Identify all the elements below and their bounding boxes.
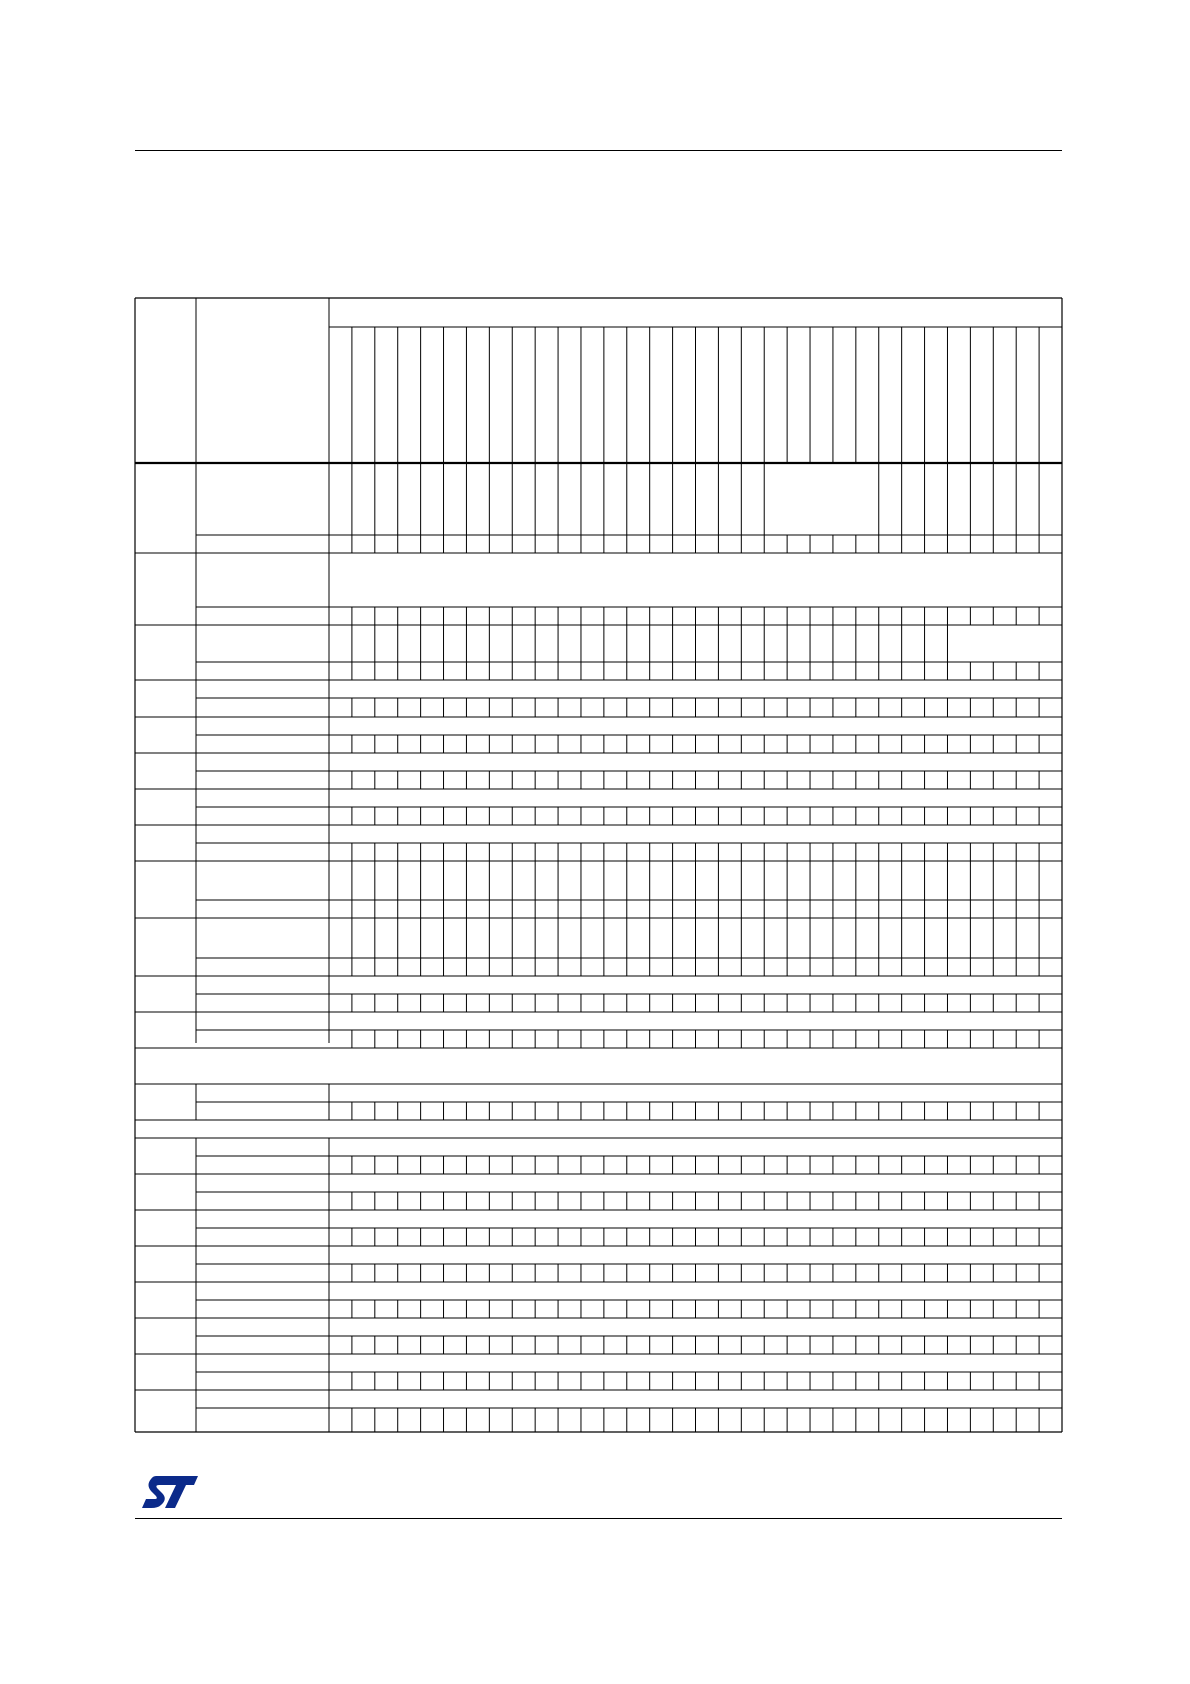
- st-logo: [142, 1472, 200, 1510]
- st-logo-mark: [142, 1476, 198, 1508]
- footer-rule: [135, 1518, 1062, 1519]
